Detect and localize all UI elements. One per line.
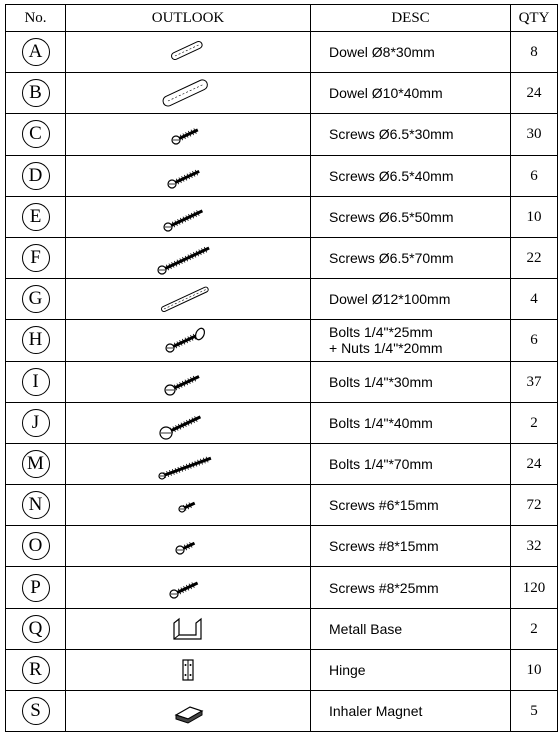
part-quantity: 120 bbox=[522, 579, 546, 596]
part-outlook-cell bbox=[66, 402, 311, 443]
part-description: Screws Ø6.5*50mm bbox=[329, 208, 454, 225]
part-desc-cell bbox=[311, 73, 511, 114]
screw-6.5x50-icon bbox=[148, 199, 228, 235]
part-letter-cell bbox=[6, 649, 66, 690]
part-description: Bolts 1/4"*25mm + Nuts 1/4"*20mm bbox=[329, 324, 443, 357]
table-row bbox=[6, 567, 558, 608]
table-row bbox=[6, 608, 558, 649]
part-quantity: 6 bbox=[530, 167, 538, 184]
part-desc-cell bbox=[311, 526, 511, 567]
part-qty-cell bbox=[511, 526, 558, 567]
part-desc-cell bbox=[311, 443, 511, 484]
part-description: Dowel Ø8*30mm bbox=[329, 44, 435, 61]
part-qty-cell bbox=[511, 237, 558, 278]
metal-base-icon bbox=[148, 611, 228, 647]
part-qty-cell bbox=[511, 155, 558, 196]
table-row bbox=[6, 196, 558, 237]
part-outlook-cell bbox=[66, 485, 311, 526]
part-description: Screws Ø6.5*40mm bbox=[329, 167, 454, 184]
magnet-icon bbox=[148, 693, 228, 729]
part-letter: A bbox=[22, 38, 50, 66]
part-letter-cell bbox=[6, 155, 66, 196]
part-letter-cell bbox=[6, 32, 66, 73]
part-outlook-cell bbox=[66, 279, 311, 320]
part-description: Inhaler Magnet bbox=[329, 703, 423, 720]
part-outlook-cell bbox=[66, 608, 311, 649]
part-qty-cell bbox=[511, 691, 558, 732]
part-qty-cell bbox=[511, 485, 558, 526]
bolt-40-icon bbox=[148, 405, 228, 441]
screw-6.5x30-icon bbox=[148, 116, 228, 152]
part-desc-cell bbox=[311, 237, 511, 278]
part-qty-cell bbox=[511, 443, 558, 484]
part-desc-cell bbox=[311, 32, 511, 73]
bolt-30-icon bbox=[148, 364, 228, 400]
part-letter: I bbox=[22, 368, 50, 396]
part-description: Dowel Ø10*40mm bbox=[329, 85, 443, 102]
part-letter-cell bbox=[6, 443, 66, 484]
part-letter: O bbox=[22, 532, 50, 560]
part-quantity: 4 bbox=[530, 291, 538, 308]
part-description: Metall Base bbox=[329, 620, 403, 637]
part-qty-cell bbox=[511, 567, 558, 608]
part-letter: M bbox=[22, 450, 50, 478]
part-quantity: 24 bbox=[526, 455, 542, 472]
part-description: Bolts 1/4"*30mm bbox=[329, 373, 433, 390]
part-desc-cell bbox=[311, 279, 511, 320]
part-letter-cell bbox=[6, 73, 66, 114]
part-outlook-cell bbox=[66, 32, 311, 73]
part-quantity: 22 bbox=[526, 250, 542, 267]
part-desc-cell bbox=[311, 361, 511, 402]
part-qty-cell bbox=[511, 196, 558, 237]
dowel-10x40-icon bbox=[148, 75, 228, 111]
part-letter-cell bbox=[6, 114, 66, 155]
table-row bbox=[6, 649, 558, 690]
bolt-70-icon bbox=[148, 446, 228, 482]
part-description: Bolts 1/4"*40mm bbox=[329, 414, 433, 431]
screw-6x15-icon bbox=[148, 487, 228, 523]
table-row bbox=[6, 485, 558, 526]
part-outlook-cell bbox=[66, 155, 311, 196]
part-outlook-cell bbox=[66, 361, 311, 402]
table-row bbox=[6, 320, 558, 361]
table-row bbox=[6, 237, 558, 278]
header-no: No. bbox=[6, 5, 66, 32]
part-desc-cell bbox=[311, 691, 511, 732]
part-outlook-cell bbox=[66, 691, 311, 732]
part-quantity: 2 bbox=[530, 414, 538, 431]
part-letter-cell bbox=[6, 279, 66, 320]
part-description: Screws #8*15mm bbox=[329, 538, 439, 555]
part-letter: R bbox=[22, 656, 50, 684]
part-qty-cell bbox=[511, 73, 558, 114]
part-quantity: 10 bbox=[526, 661, 542, 678]
part-description: Screws #6*15mm bbox=[329, 497, 439, 514]
screw-6.5x40-icon bbox=[148, 158, 228, 194]
part-qty-cell bbox=[511, 361, 558, 402]
part-outlook-cell bbox=[66, 649, 311, 690]
parts-table bbox=[5, 4, 558, 732]
part-desc-cell bbox=[311, 402, 511, 443]
part-desc-cell bbox=[311, 485, 511, 526]
table-row bbox=[6, 402, 558, 443]
part-letter: Q bbox=[22, 615, 50, 643]
part-letter: B bbox=[22, 79, 50, 107]
part-letter-cell bbox=[6, 237, 66, 278]
part-qty-cell bbox=[511, 320, 558, 361]
part-letter-cell bbox=[6, 485, 66, 526]
part-qty-cell bbox=[511, 279, 558, 320]
part-letter: H bbox=[22, 326, 50, 354]
part-outlook-cell bbox=[66, 320, 311, 361]
part-description: Bolts 1/4"*70mm bbox=[329, 455, 433, 472]
bolt-with-nut-icon bbox=[148, 322, 228, 358]
part-qty-cell bbox=[511, 608, 558, 649]
table-row bbox=[6, 114, 558, 155]
part-letter-cell bbox=[6, 320, 66, 361]
part-description: Dowel Ø12*100mm bbox=[329, 291, 451, 308]
part-desc-cell bbox=[311, 608, 511, 649]
part-letter-cell bbox=[6, 402, 66, 443]
part-letter: J bbox=[22, 409, 50, 437]
part-letter: S bbox=[22, 697, 50, 725]
screw-8x25-icon bbox=[148, 570, 228, 606]
part-outlook-cell bbox=[66, 443, 311, 484]
part-desc-cell bbox=[311, 155, 511, 196]
part-letter: G bbox=[22, 285, 50, 313]
part-quantity: 24 bbox=[526, 85, 542, 102]
table-row bbox=[6, 32, 558, 73]
part-outlook-cell bbox=[66, 567, 311, 608]
part-letter: D bbox=[22, 162, 50, 190]
part-quantity: 30 bbox=[526, 126, 542, 143]
part-outlook-cell bbox=[66, 526, 311, 567]
part-qty-cell bbox=[511, 649, 558, 690]
part-quantity: 72 bbox=[526, 497, 542, 514]
header-qty: QTY bbox=[511, 5, 558, 32]
part-letter: P bbox=[22, 574, 50, 602]
part-description: Screws Ø6.5*70mm bbox=[329, 250, 454, 267]
dowel-8x30-icon bbox=[148, 34, 228, 70]
part-qty-cell bbox=[511, 114, 558, 155]
part-letter: E bbox=[22, 203, 50, 231]
part-quantity: 5 bbox=[530, 703, 538, 720]
header-desc: DESC bbox=[311, 5, 511, 32]
part-qty-cell bbox=[511, 32, 558, 73]
part-outlook-cell bbox=[66, 73, 311, 114]
screw-6.5x70-icon bbox=[148, 240, 228, 276]
table-row bbox=[6, 279, 558, 320]
part-letter: N bbox=[22, 491, 50, 519]
table-row bbox=[6, 155, 558, 196]
header-outlook: OUTLOOK bbox=[66, 5, 311, 32]
part-quantity: 32 bbox=[526, 538, 542, 555]
rows-body bbox=[6, 32, 558, 732]
part-desc-cell bbox=[311, 649, 511, 690]
part-letter: C bbox=[22, 120, 50, 148]
header-row bbox=[6, 5, 558, 32]
part-letter-cell bbox=[6, 608, 66, 649]
table-row bbox=[6, 691, 558, 732]
table-row bbox=[6, 526, 558, 567]
part-letter-cell bbox=[6, 361, 66, 402]
part-quantity: 6 bbox=[530, 332, 538, 349]
part-outlook-cell bbox=[66, 114, 311, 155]
part-quantity: 10 bbox=[526, 208, 542, 225]
part-letter-cell bbox=[6, 526, 66, 567]
screw-8x15-icon bbox=[148, 528, 228, 564]
part-quantity: 37 bbox=[526, 373, 542, 390]
part-description: Hinge bbox=[329, 661, 366, 678]
part-outlook-cell bbox=[66, 196, 311, 237]
dowel-12x100-icon bbox=[148, 281, 228, 317]
part-letter-cell bbox=[6, 567, 66, 608]
part-desc-cell bbox=[311, 114, 511, 155]
part-desc-cell bbox=[311, 196, 511, 237]
part-quantity: 2 bbox=[530, 620, 538, 637]
part-letter: F bbox=[22, 244, 50, 272]
table-row bbox=[6, 443, 558, 484]
part-description: Screws Ø6.5*30mm bbox=[329, 126, 454, 143]
part-description: Screws #8*25mm bbox=[329, 579, 439, 596]
part-letter-cell bbox=[6, 196, 66, 237]
part-quantity: 8 bbox=[530, 44, 538, 61]
part-qty-cell bbox=[511, 402, 558, 443]
hinge-icon bbox=[148, 652, 228, 688]
table-row bbox=[6, 73, 558, 114]
part-letter-cell bbox=[6, 691, 66, 732]
part-desc-cell bbox=[311, 320, 511, 361]
part-desc-cell bbox=[311, 567, 511, 608]
part-outlook-cell bbox=[66, 237, 311, 278]
table-row bbox=[6, 361, 558, 402]
